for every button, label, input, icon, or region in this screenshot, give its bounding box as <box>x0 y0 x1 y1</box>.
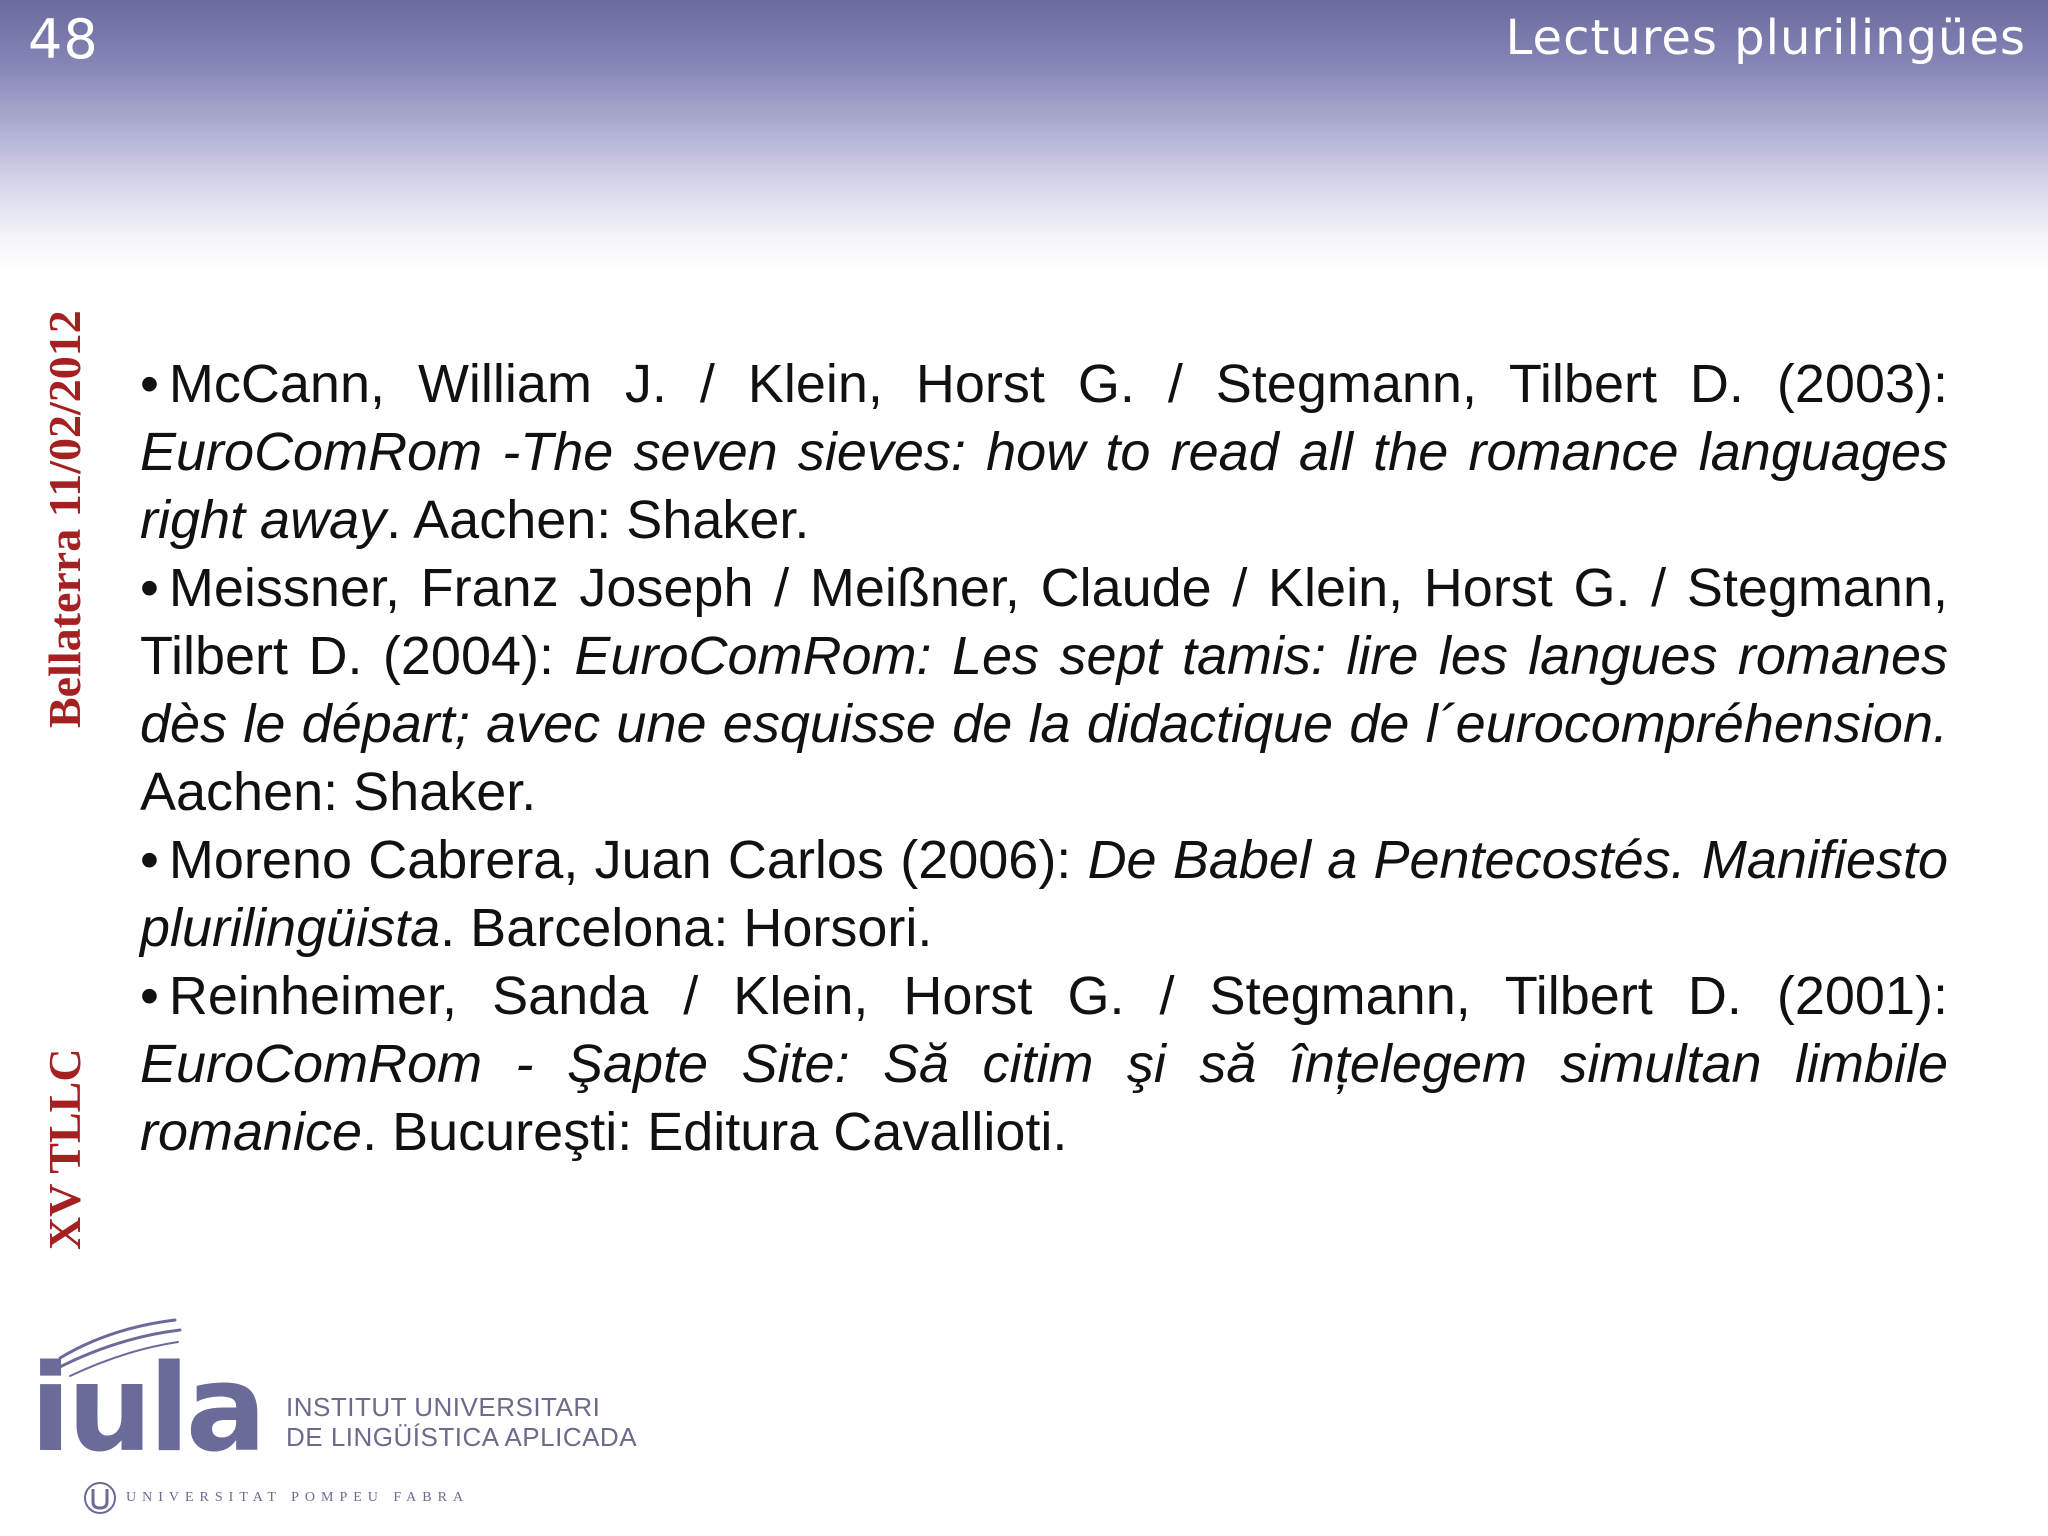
reference-publisher: . Barcelona: Horsori. <box>440 898 933 958</box>
university-name: UNIVERSITAT POMPEU FABRA <box>126 1490 470 1505</box>
reference-publisher: Aachen: Shaker. <box>140 762 537 822</box>
reference-item <box>140 554 1948 826</box>
side-date-label: Bellaterra 11/02/2012 <box>39 310 90 728</box>
reference-authors: Moreno Cabrera, Juan Carlos (2006): <box>168 830 1088 890</box>
reference-authors: Reinheimer, Sanda / Klein, Horst G. / Stegmann, Tilbert D. (2001): <box>168 966 1948 1026</box>
logo-word: iula <box>30 1340 263 1460</box>
reference-authors: Meissner, Franz Joseph / Meißner, Claude / Klein, Horst G. / Stegmann, Tilbert D. (2004): <box>140 558 1948 686</box>
institute-name-line2: DE LINGÜÍSTICA APLICADA <box>286 1422 638 1452</box>
side-conference-label: XV TLLC <box>39 1048 90 1250</box>
reference-publisher: . Bucureşti: Editura Cavallioti. <box>362 1102 1068 1162</box>
iula-logo-mark <box>30 1310 280 1460</box>
reference-publisher: . Aachen: Shaker. <box>386 490 810 550</box>
reference-title: EuroComRom - Şapte Site: Să citim şi să înțelegem simultan limbile romanice <box>140 1034 1948 1162</box>
slide-title: Lectures plurilingües <box>1505 10 2026 66</box>
reference-item <box>140 962 1948 1166</box>
reference-item <box>140 826 1948 962</box>
bullet: • <box>140 354 159 414</box>
reference-title: EuroComRom: Les sept tamis: lire les langues romanes dès le départ; avec une esquisse de la didactique de l´eurocompréhension. <box>140 626 1948 754</box>
upf-emblem-icon <box>82 1480 118 1516</box>
reference-authors: McCann, William J. / Klein, Horst G. / Stegmann, Tilbert D. (2003): <box>168 354 1948 414</box>
reference-title: EuroComRom -The seven sieves: how to read all the romance languages right away <box>140 422 1948 550</box>
bullet: • <box>140 830 159 890</box>
bullet: • <box>140 558 159 618</box>
slide-number: 48 <box>28 8 99 71</box>
institute-name-line1: INSTITUT UNIVERSITARI <box>286 1392 601 1422</box>
bullet: • <box>140 966 159 1026</box>
reference-item <box>140 350 1948 554</box>
iula-logo <box>30 1310 680 1530</box>
reference-list <box>140 350 1948 1166</box>
reference-title: De Babel a Pentecostés. Manifiesto plurilingüista <box>140 830 1949 958</box>
upf-logo <box>82 1480 469 1516</box>
